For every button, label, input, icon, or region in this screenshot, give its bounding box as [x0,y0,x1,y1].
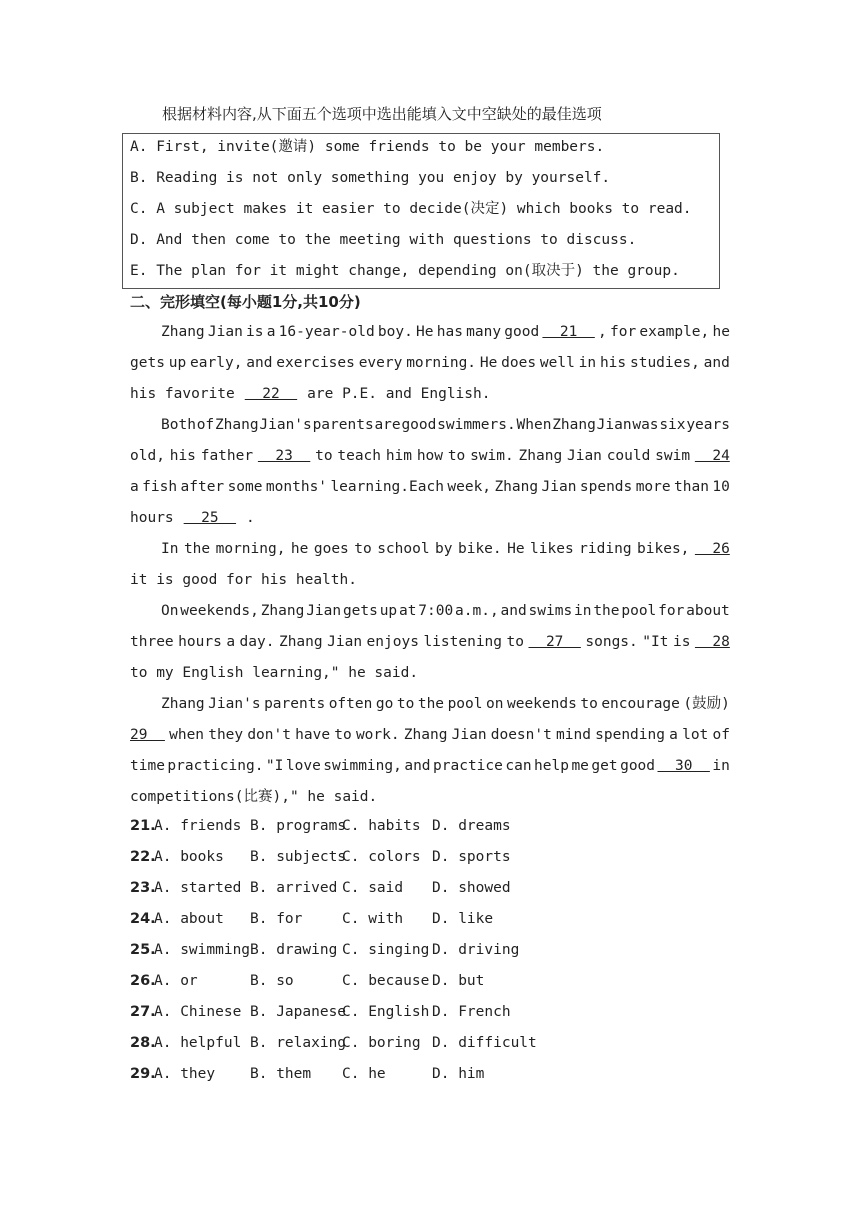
passage-word: lot [682,727,709,743]
passage-word: gets [130,355,165,371]
section-title: 二、完形填空(每小题1分,共10分) [130,293,361,311]
passage-word: his [599,355,627,371]
choice-b[interactable]: B. arrived [250,880,338,896]
passage-word: boy. [377,324,413,340]
passage-word: Jian [451,727,487,743]
choice-b[interactable]: B. Japanese [250,1004,347,1020]
passage-word: swimmers. [437,417,516,433]
choice-b[interactable]: B. relaxing [250,1035,347,1051]
choice-a[interactable]: A. helpful [154,1035,242,1051]
passage-word: his favorite [130,386,235,402]
passage-word: , [598,324,607,340]
choice-c[interactable]: C. boring [342,1035,421,1051]
passage-word: the [417,696,445,712]
question-number: 23. [130,880,156,896]
passage-line [130,348,730,379]
passage-word: of [196,417,215,433]
passage-word: up [168,355,187,371]
passage-word: than [674,479,709,495]
answer-blank: 24 [694,448,730,464]
passage-line [130,565,730,596]
passage-word: to [396,696,415,712]
choice-c[interactable]: C. habits [342,818,421,834]
passage-word: and [703,355,730,371]
passage-word: He [507,541,525,557]
passage-word: well [539,355,575,371]
passage-word: goes [313,541,349,557]
passage-word: after [180,479,225,495]
choice-a[interactable]: A. about [154,911,224,927]
passage-word: how [416,448,444,464]
passage-word: are [374,417,401,433]
passage-word: go [375,696,394,712]
passage-word: him [385,448,413,464]
passage-word: Jian [207,324,243,340]
passage-word: could [606,448,651,464]
choice-c[interactable]: C. said [342,880,404,896]
passage-word: spending [595,727,665,743]
choice-a[interactable]: A. books [154,849,224,865]
passage-word: he [290,541,309,557]
passage-word: six [659,417,686,433]
passage-word: pool [621,603,657,619]
choice-a[interactable]: A. swimming [154,942,251,958]
passage-line [130,503,730,534]
passage-word: are P.E. and English. [307,386,491,402]
passage-word: "It [642,634,669,650]
passage-word: teach [337,448,382,464]
choice-b[interactable]: B. so [250,973,294,989]
choice-c[interactable]: C. singing [342,942,430,958]
passage-word: hours [178,634,222,650]
passage-word: help [534,758,569,774]
passage-word: it is good for his health. [130,572,357,588]
passage-word: parents [312,417,374,433]
passage-line [130,658,730,689]
passage-word: and [404,758,431,774]
passage-word: at [398,603,417,619]
passage-word: Jian [306,603,342,619]
passage-word: they [208,727,244,743]
passage-line [130,441,730,472]
passage-word: Zhang [518,448,563,464]
passage-word: about [686,603,730,619]
passage-word: Zhang [403,727,448,743]
choice-d[interactable]: D. dreams [432,818,511,834]
passage-word: to my English learning," he said. [130,665,419,681]
passage-word: "I [265,758,284,774]
passage-word: the [183,541,211,557]
passage-word: love [285,758,321,774]
answer-blank: 23 [257,448,311,464]
option-c: C. A subject makes it easier to decide(决定) which books to read. [130,201,692,217]
choice-b[interactable]: B. them [250,1066,312,1082]
option-e: E. The plan for it might change, depending on(取决于) the group. [130,263,680,279]
passage-word: was [632,417,659,433]
passage-word: gets [342,603,378,619]
passage-word: He [479,355,498,371]
passage-word: encourage [601,696,680,712]
passage-word: when [169,727,205,743]
choice-b[interactable]: B. for [250,911,303,927]
passage-word: three [130,634,174,650]
passage-word: Zhang [278,634,323,650]
passage-word: some [227,479,263,495]
option-a: A. First, invite(邀请) some friends to be your members. [130,139,605,155]
passage-word: for [658,603,685,619]
passage-word: and [246,355,273,371]
passage-word: songs. [585,634,638,650]
choice-c[interactable]: C. because [342,973,430,989]
passage-word: has [436,324,463,340]
passage-word: months' [265,479,328,495]
passage-word: old, [130,448,165,464]
passage-word: riding [579,541,632,557]
passage-word: don't [247,727,291,743]
passage-word: Jian [327,634,363,650]
passage-word: often [328,696,373,712]
passage-word: to [506,634,524,650]
choice-a[interactable]: A. Chinese [154,1004,242,1020]
passage-word: Zhang [552,417,596,433]
passage-word: many [466,324,502,340]
passage-word: for [610,324,637,340]
passage-word: his [169,448,196,464]
passage-word: 16-year-old [278,324,375,340]
passage-word: years [686,417,730,433]
answer-blank: 21 [542,324,595,340]
passage-word: On [161,603,179,619]
passage-line [130,410,730,441]
passage-word: fish [142,479,178,495]
passage-word: to [447,448,466,464]
choice-b[interactable]: B. subjects [250,849,347,865]
passage-word: Jian's [208,696,261,712]
passage-word: by [435,541,453,557]
question-number: 27. [130,1004,156,1020]
passage-word: doesn't [490,727,552,743]
passage-word: studies, [629,355,700,371]
passage-word: a [669,727,678,743]
choice-d[interactable]: D. difficult [432,1035,537,1051]
passage-word: get [591,758,618,774]
passage-word: have [295,727,331,743]
passage-word: weekends, [180,603,259,619]
question-number: 21. [130,818,156,834]
passage-word: Jian [596,417,632,433]
passage-word: is [672,634,691,650]
passage-line [130,689,730,720]
passage-word: to [354,541,372,557]
question-number: 24. [130,911,156,927]
choice-d[interactable]: D. but [432,973,485,989]
passage-word: weekends [506,696,577,712]
passage-word: He [416,324,434,340]
passage-word: a.m., [455,603,499,619]
choice-d[interactable]: D. driving [432,942,520,958]
passage-word: up [379,603,398,619]
passage-word: (鼓励) [683,696,730,712]
question-number: 26. [130,973,156,989]
passage-word: bikes, [637,541,690,557]
passage-word: 7:00 [418,603,454,619]
passage-word: competitions(比赛)," he said. [130,789,378,805]
passage-line [130,472,730,503]
choice-c[interactable]: C. with [342,911,404,927]
passage-word: Both [161,417,196,433]
passage-word: swimming, [323,758,402,774]
passage-word: practice [433,758,503,774]
passage-word: swims [528,603,573,619]
passage-word: learning.Each [330,479,444,495]
passage-word: early, [190,355,243,371]
passage-word: he [712,324,730,340]
passage-line [130,379,730,410]
passage-word: When [516,417,552,433]
choice-a[interactable]: A. they [154,1066,216,1082]
choice-a[interactable]: A. or [154,973,198,989]
passage-word: in [578,355,597,371]
choice-c[interactable]: C. English [342,1004,430,1020]
answer-blank: 30 [657,758,710,774]
cloze-passage [130,317,730,813]
passage-word: Jian [541,479,577,495]
passage-word: pool [447,696,483,712]
passage-word: to [580,696,598,712]
passage-word: of [712,727,730,743]
option-d: D. And then come to the meeting with questions to discuss. [130,232,637,248]
passage-word: good [504,324,540,340]
passage-word: me [571,758,589,774]
passage-word: on [486,696,504,712]
choice-d[interactable]: D. sports [432,849,511,865]
question-number: 28. [130,1035,156,1051]
passage-word: listening [423,634,503,650]
passage-word: more [635,479,671,495]
passage-word: swim [655,448,691,464]
answer-blank: 26 [694,541,730,557]
passage-word: Jian [566,448,602,464]
choice-a[interactable]: A. friends [154,818,242,834]
passage-word: does [501,355,537,371]
answer-blank: 25 [183,510,237,526]
passage-word: Zhang [260,603,305,619]
choice-d[interactable]: D. showed [432,880,511,896]
passage-word: spends [579,479,633,495]
passage-word: mind [556,727,591,743]
question-number: 25. [130,942,156,958]
passage-word: work. [355,727,400,743]
passage-word: Zhang [161,324,205,340]
passage-word: the [593,603,620,619]
passage-word: day. [239,634,275,650]
passage-word: school [377,541,430,557]
passage-word: swim. [470,448,514,464]
passage-line [130,534,730,565]
passage-word: Zhang [161,696,205,712]
passage-word: father [200,448,254,464]
passage-word: in [712,758,730,774]
passage-word: in [574,603,592,619]
passage-word: 10 [712,479,730,495]
passage-word: a [130,479,139,495]
section-instruction: 根据材料内容,从下面五个选项中选出能填入文中空缺处的最佳选项 [162,105,602,123]
passage-word: time [130,758,165,774]
question-number: 22. [130,849,156,865]
passage-word: Zhang [494,479,539,495]
choice-d[interactable]: D. like [432,911,494,927]
passage-word: can [505,758,532,774]
passage-line [130,627,730,658]
passage-line [130,720,730,751]
passage-word: Jian's [259,417,312,433]
passage-word: and [500,603,527,619]
passage-word: morning. [406,355,477,371]
passage-line [130,751,730,782]
passage-word: a [266,324,276,340]
answer-blank: 28 [694,634,730,650]
passage-word: bike. [457,541,502,557]
passage-word: good [620,758,656,774]
passage-word: morning, [215,541,286,557]
passage-word: enjoys [366,634,419,650]
choice-b[interactable]: B. programs [250,818,347,834]
passage-word: parents [264,696,326,712]
passage-word: a [226,634,236,650]
passage-word: every [358,355,403,371]
option-b: B. Reading is not only something you enjoy by yourself. [130,170,611,186]
passage-line [130,596,730,627]
passage-word: good [401,417,437,433]
passage-word: In [161,541,179,557]
passage-word: example, [639,324,710,340]
question-number: 29. [130,1066,156,1082]
options-box [122,133,720,289]
answer-blank: 27 [528,634,581,650]
passage-word: likes [530,541,574,557]
choice-a[interactable]: A. started [154,880,242,896]
answer-blank: 29 [130,727,165,743]
passage-word: week, [447,479,492,495]
choice-c[interactable]: C. he [342,1066,386,1082]
answer-blank: 22 [244,386,298,402]
passage-word: Zhang [214,417,259,433]
passage-word: is [246,324,264,340]
passage-line [130,782,730,813]
choice-d[interactable]: D. French [432,1004,511,1020]
choice-c[interactable]: C. colors [342,849,421,865]
passage-line [130,317,730,348]
passage-word: exercises [276,355,355,371]
passage-word: practicing. [167,758,264,774]
passage-word: to [315,448,333,464]
choice-d[interactable]: D. him [432,1066,485,1082]
passage-word: hours [130,510,174,526]
passage-word: to [334,727,352,743]
choice-b[interactable]: B. drawing [250,942,338,958]
passage-word: . [246,510,255,526]
